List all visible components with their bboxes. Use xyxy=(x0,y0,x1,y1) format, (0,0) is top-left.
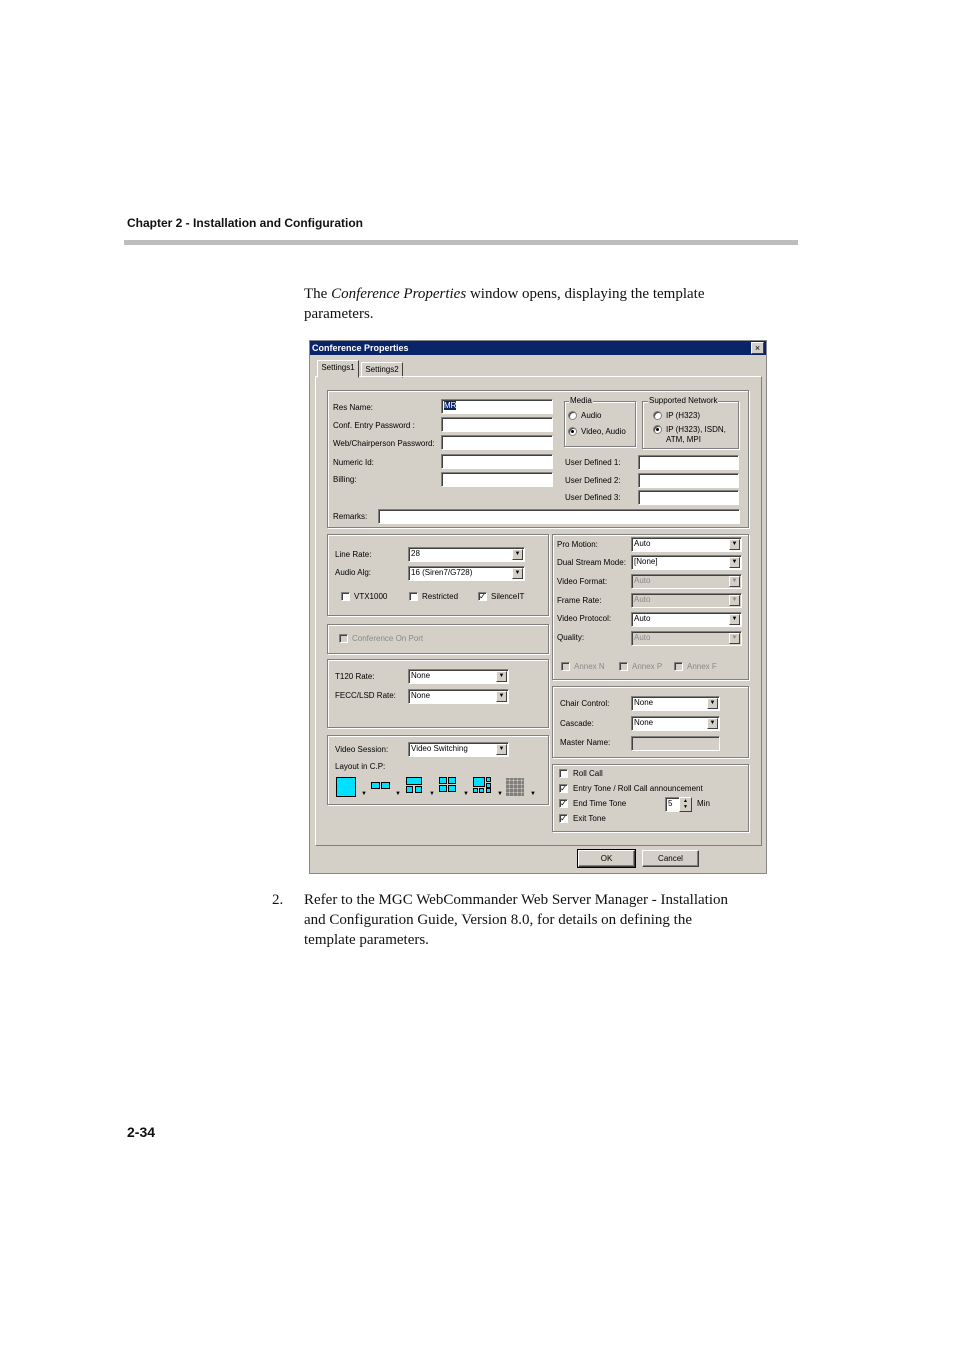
fecc-lsd-rate-select[interactable] xyxy=(408,689,509,704)
user-defined-3-input[interactable] xyxy=(638,490,739,505)
fecc-lsd-rate-label: FECC/LSD Rate: xyxy=(335,691,396,700)
web-chairperson-password-label: Web/Chairperson Password: xyxy=(333,439,435,448)
chair-control-value: None xyxy=(634,698,654,707)
billing-label: Billing: xyxy=(333,475,357,484)
media-group xyxy=(564,401,636,447)
network-atm-mpi-label: ATM, MPI xyxy=(666,435,701,444)
numeric-id-input[interactable] xyxy=(441,454,553,469)
cancel-button[interactable]: Cancel xyxy=(642,850,699,867)
frame-rate-label: Frame Rate: xyxy=(557,596,602,605)
chair-control-label: Chair Control: xyxy=(560,699,610,708)
user-defined-1-label: User Defined 1: xyxy=(565,458,621,467)
video-protocol-label: Video Protocol: xyxy=(557,614,612,623)
supported-network-label: Supported Network xyxy=(649,396,718,405)
step-text-line3: template parameters. xyxy=(304,932,429,948)
header-rule xyxy=(124,240,798,245)
conference-properties-dialog xyxy=(309,340,767,874)
step-text-line2: and Configuration Guide, Version 8.0, for details on defining the xyxy=(304,912,692,928)
conference-on-port-checkbox[interactable] xyxy=(339,634,348,643)
video-protocol-select[interactable] xyxy=(631,612,742,627)
remarks-input[interactable] xyxy=(378,509,740,524)
chevron-down-icon: ▼ xyxy=(395,791,401,797)
line-rate-value: 28 xyxy=(411,549,420,558)
end-time-tone-checkbox[interactable]: ✓ xyxy=(560,799,567,808)
end-time-spinner[interactable]: ▲ ▼ xyxy=(679,797,692,812)
conference-on-port-label: Conference On Port xyxy=(352,634,424,643)
annex-n-checkbox[interactable] xyxy=(561,662,570,671)
intro-window-name: Conference Properties xyxy=(331,286,467,302)
res-name-value: MR xyxy=(444,401,457,410)
chapter-header: Chapter 2 - Installation and Configuration xyxy=(127,216,364,230)
silenceit-label: SilenceIT xyxy=(491,592,525,601)
fecc-lsd-rate-value: None xyxy=(411,691,431,700)
chevron-down-icon: ▼ xyxy=(729,576,740,587)
intro-paragraph xyxy=(304,284,704,324)
network-ip-label: IP (H323) xyxy=(666,411,701,420)
conf-entry-password-label: Conf. Entry Password : xyxy=(333,421,415,430)
t120-rate-select[interactable] xyxy=(408,669,509,684)
billing-input[interactable] xyxy=(441,472,553,487)
conf-entry-password-input[interactable] xyxy=(441,417,553,432)
dialog-title-bar: Conference Properties xyxy=(310,341,766,355)
intro-text-pre: The xyxy=(304,286,332,302)
chevron-down-icon: ▼ xyxy=(729,614,740,625)
media-video-audio-label: Video, Audio xyxy=(581,427,626,436)
tab-settings2[interactable]: Settings2 xyxy=(361,362,403,378)
annex-f-checkbox[interactable] xyxy=(674,662,683,671)
web-chairperson-password-input[interactable] xyxy=(441,435,553,450)
video-session-select[interactable] xyxy=(408,742,509,757)
layout-1x1-icon[interactable] xyxy=(336,777,356,797)
chevron-down-icon: ▼ xyxy=(512,549,523,560)
chevron-down-icon: ▼ xyxy=(530,791,536,797)
network-ip-radio[interactable] xyxy=(653,411,662,420)
chevron-down-icon: ▼ xyxy=(707,718,718,729)
media-group-label: Media xyxy=(570,396,592,405)
annex-n-label: Annex N xyxy=(574,662,605,671)
layout-4x4-icon[interactable] xyxy=(506,778,524,796)
quality-label: Quality: xyxy=(557,633,585,642)
audio-alg-select[interactable] xyxy=(408,566,525,581)
frame-rate-value: Auto xyxy=(634,595,651,604)
roll-call-checkbox[interactable] xyxy=(559,769,568,778)
chevron-down-icon: ▼ xyxy=(496,744,507,755)
network-ip-isdn-label: IP (H323), ISDN, xyxy=(666,425,726,434)
roll-call-label: Roll Call xyxy=(573,769,603,778)
chevron-down-icon: ▼ xyxy=(729,539,740,550)
user-defined-3-label: User Defined 3: xyxy=(565,493,621,502)
chevron-down-icon: ▼ xyxy=(729,557,740,568)
silenceit-checkbox[interactable]: ✓ xyxy=(479,592,486,601)
video-session-label: Video Session: xyxy=(335,745,389,754)
remarks-label: Remarks: xyxy=(333,512,368,521)
line-rate-label: Line Rate: xyxy=(335,550,372,559)
quality-select[interactable] xyxy=(631,631,742,646)
layout-in-cp-label: Layout in C.P: xyxy=(335,762,386,771)
chevron-down-icon: ▼ xyxy=(496,671,507,682)
user-defined-2-label: User Defined 2: xyxy=(565,476,621,485)
chevron-down-icon: ▼ xyxy=(729,633,740,644)
step-paragraph xyxy=(304,890,728,950)
chevron-down-icon: ▼ xyxy=(463,791,469,797)
video-format-label: Video Format: xyxy=(557,577,608,586)
annex-p-checkbox[interactable] xyxy=(619,662,628,671)
ok-button[interactable]: OK xyxy=(578,850,635,867)
step-text-line1: Refer to the MGC WebCommander Web Server Manager - Installation xyxy=(304,892,728,908)
min-label: Min xyxy=(697,799,710,808)
media-video-audio-radio[interactable] xyxy=(568,427,577,436)
entry-tone-label: Entry Tone / Roll Call announcement xyxy=(573,784,703,793)
annex-f-label: Annex F xyxy=(687,662,717,671)
chevron-down-icon: ▼ xyxy=(707,698,718,709)
end-time-tone-label: End Time Tone xyxy=(573,799,627,808)
close-icon[interactable]: × xyxy=(751,342,764,354)
master-name-input[interactable] xyxy=(631,736,720,751)
video-format-select[interactable] xyxy=(631,574,742,589)
annex-p-label: Annex P xyxy=(632,662,663,671)
network-ip-isdn-radio[interactable] xyxy=(653,425,662,434)
res-name-label: Res Name: xyxy=(333,403,374,412)
t120-rate-label: T120 Rate: xyxy=(335,672,375,681)
layout-2x1-icon[interactable] xyxy=(370,778,394,796)
dual-stream-mode-value: [None] xyxy=(634,557,658,566)
video-format-value: Auto xyxy=(634,576,651,585)
chevron-down-icon: ▼ xyxy=(512,568,523,579)
exit-tone-label: Exit Tone xyxy=(573,814,606,823)
vtx1000-checkbox[interactable] xyxy=(341,592,350,601)
restricted-checkbox[interactable] xyxy=(409,592,418,601)
video-session-value: Video Switching xyxy=(411,744,468,753)
step-number: 2. xyxy=(272,892,284,908)
chevron-down-icon: ▼ xyxy=(497,791,503,797)
end-time-input[interactable]: 5 xyxy=(665,797,680,812)
res-name-input[interactable] xyxy=(441,399,553,414)
vtx1000-label: VTX1000 xyxy=(354,592,388,601)
restricted-label: Restricted xyxy=(422,592,459,601)
master-name-label: Master Name: xyxy=(560,738,611,747)
exit-tone-checkbox[interactable]: ✓ xyxy=(560,814,567,823)
dual-stream-mode-label: Dual Stream Mode: xyxy=(557,558,626,567)
intro-text-post: window opens, displaying the template xyxy=(466,286,705,302)
t120-rate-value: None xyxy=(411,671,431,680)
media-audio-label: Audio xyxy=(581,411,602,420)
page-number: 2-34 xyxy=(127,1124,156,1140)
dual-stream-mode-select[interactable] xyxy=(631,555,742,570)
numeric-id-label: Numeric Id: xyxy=(333,458,374,467)
quality-value: Auto xyxy=(634,633,651,642)
chevron-down-icon: ▼ xyxy=(729,595,740,606)
audio-alg-label: Audio Alg: xyxy=(335,568,372,577)
pro-motion-select[interactable] xyxy=(631,537,742,552)
user-defined-1-input[interactable] xyxy=(638,455,739,470)
pro-motion-value: Auto xyxy=(634,539,651,548)
user-defined-2-input[interactable] xyxy=(638,473,739,488)
chevron-down-icon: ▼ xyxy=(496,691,507,702)
layout-1plus5-icon[interactable] xyxy=(472,777,496,797)
layout-1plus2-icon[interactable] xyxy=(404,777,428,797)
chair-control-select[interactable] xyxy=(631,696,720,711)
entry-tone-checkbox[interactable]: ✓ xyxy=(560,784,567,793)
pro-motion-label: Pro Motion: xyxy=(557,540,598,549)
tab-settings1[interactable]: Settings1 xyxy=(317,360,359,378)
media-audio-radio[interactable] xyxy=(568,411,577,420)
cascade-label: Cascade: xyxy=(560,719,594,728)
cascade-select[interactable] xyxy=(631,716,720,731)
layout-2x2-icon[interactable] xyxy=(438,777,462,797)
audio-alg-value: 16 (Siren7/G728) xyxy=(411,568,473,577)
video-protocol-value: Auto xyxy=(634,614,651,623)
line-rate-select[interactable] xyxy=(408,547,525,562)
chevron-down-icon: ▼ xyxy=(361,791,367,797)
cascade-value: None xyxy=(634,718,654,727)
chevron-down-icon: ▼ xyxy=(429,791,435,797)
intro-text-line2: parameters. xyxy=(304,306,374,322)
frame-rate-select[interactable] xyxy=(631,593,742,608)
